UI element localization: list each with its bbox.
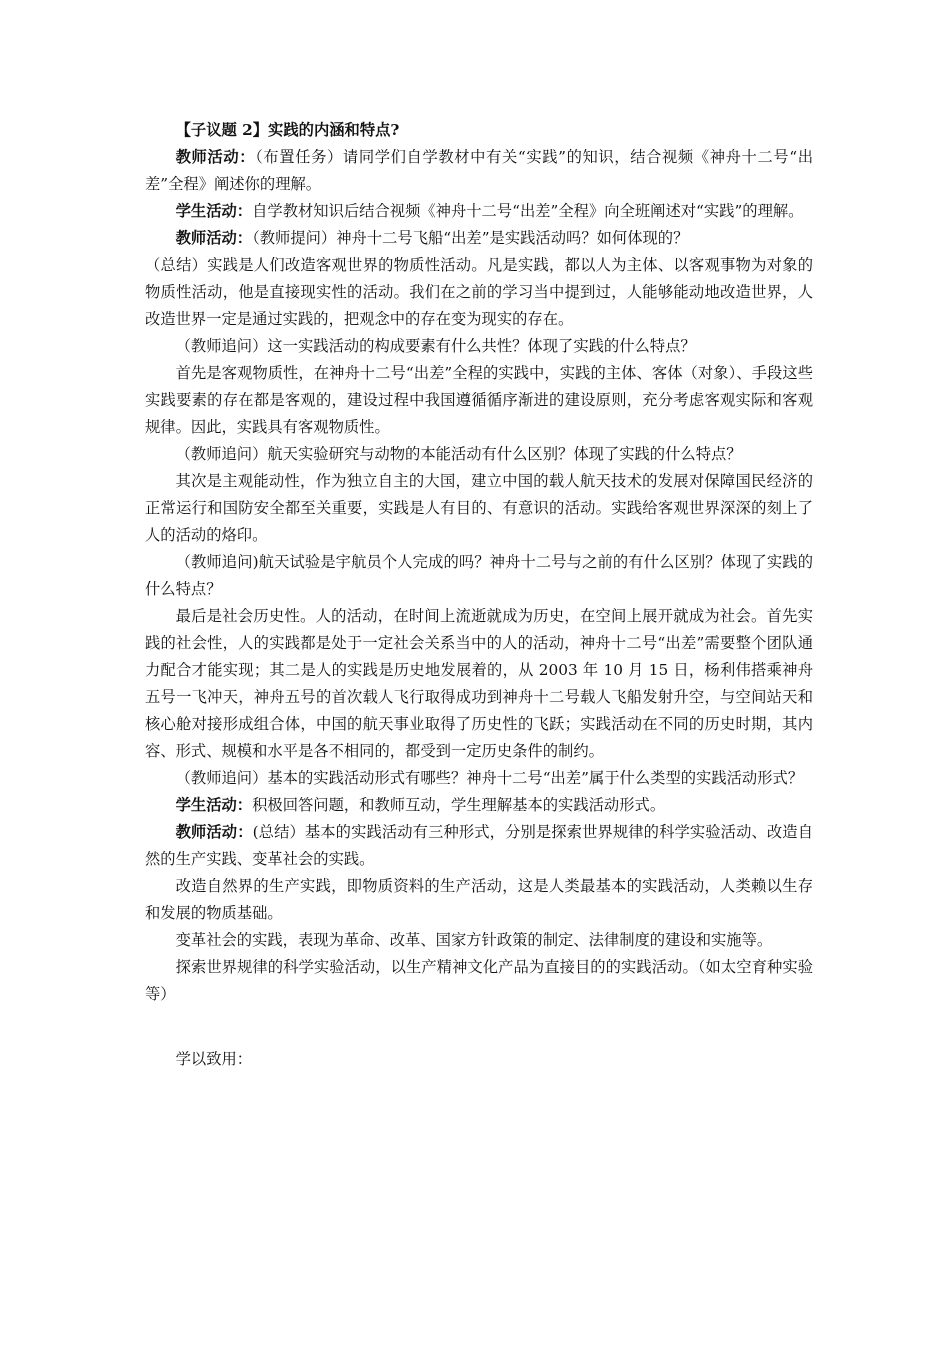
paragraph-text: 最后是社会历史性。人的活动，在时间上流逝就成为历史，在空间上展开就成为社会。首先实践的社会性，人的实践都是处于一定社会关系当中的人的活动，神舟十二号“出差”需要整个团队通力配合才能实现；其二是人的实践是历史地发展着的，从 2003 年 10 月 15 日，杨利伟搭乘神舟五号一飞冲天，神舟五号的首次载人飞行取得成功到神舟十二号载人飞船发射升空，与空间站天和核心舱对接形成组合体，中国的航天事业取得了历史性的飞跃；实践活动在不同的历史时期，其内容、形式、规模和水平是各不相同的，都受到一定历史条件的制约。: [145, 607, 813, 760]
paragraph-list: [145, 144, 813, 1008]
paragraph-text: 改造自然界的生产实践，即物质资料的生产活动，这是人类最基本的实践活动，人类赖以生存和发展的物质基础。: [145, 877, 813, 922]
activity-label: 教师活动：: [175, 823, 253, 841]
paragraph: [145, 792, 813, 819]
paragraph-text: 变革社会的实践，表现为革命、改革、国家方针政策的制定、法律制度的建设和实施等。: [175, 931, 773, 949]
paragraph: [145, 603, 813, 765]
paragraph: [145, 549, 813, 603]
paragraph-text: （教师追问）这一实践活动的构成要素有什么共性？体现了实践的什么特点？: [175, 337, 696, 355]
paragraph: [145, 765, 813, 792]
paragraph-text: （教师追问)航天试验是宇航员个人完成的吗？神舟十二号与之前的有什么区别？体现了实践的什么特点？: [145, 553, 813, 598]
paragraph-text: （教师追问）航天实验研究与动物的本能活动有什么区别？体现了实践的什么特点？: [175, 445, 742, 463]
activity-label: 学生活动：: [175, 796, 253, 814]
paragraph: [145, 333, 813, 360]
paragraph: [145, 468, 813, 549]
paragraph-text: (总结）基本的实践活动有三种形式，分别是探索世界规律的科学实验活动、改造自然的生产实践、变革社会的实践。: [145, 823, 813, 868]
paragraph-text: 积极回答问题，和教师互动，学生理解基本的实践活动形式。: [252, 796, 666, 814]
paragraph: [145, 954, 813, 1008]
paragraph: [145, 360, 813, 441]
paragraph: [145, 873, 813, 927]
paragraph-text: 首先是客观物质性，在神舟十二号“出差”全程的实践中，实践的主体、客体（对象）、手段这些实践要素的存在都是客观的，建设过程中我国遵循循序渐进的建设原则，充分考虑客观实际和客观规律。因此，实践具有客观物质性。: [145, 364, 813, 436]
paragraph-text: （教师追问）基本的实践活动形式有哪些？神舟十二号“出差”属于什么类型的实践活动形式？: [175, 769, 804, 787]
paragraph: [145, 252, 813, 333]
subtopic-heading: 【子议题 2】实践的内涵和特点?: [175, 121, 400, 139]
paragraph-text: （总结）实践是人们改造客观世界的物质性活动。凡是实践，都以人为主体、以客观事物为对象的物质性活动，他是直接现实性的活动。我们在之前的学习当中提到过，人能够能动地改造世界，人改造世界一定是通过实践的，把观念中的存在变为现实的存在。: [145, 256, 813, 328]
closing-line: 学以致用：: [175, 1050, 253, 1068]
activity-label: 教师活动：: [175, 148, 256, 166]
paragraph: [145, 144, 813, 198]
activity-label: 学生活动：: [175, 202, 253, 220]
paragraph-text: 自学教材知识后结合视频《神舟十二号“出差”全程》向全班阐述对“实践”的理解。: [252, 202, 804, 220]
paragraph: [145, 225, 813, 252]
paragraph: [145, 927, 813, 954]
paragraph-text: （布置任务）请同学们自学教材中有关“实践”的知识，结合视频《神舟十二号“出差”全程》阐述你的理解。: [145, 148, 813, 193]
paragraph-text: （教师提问）神舟十二号飞船“出差”是实践活动吗？如何体现的？: [252, 229, 689, 247]
paragraph: [145, 198, 813, 225]
paragraph: [145, 441, 813, 468]
paragraph-text: 其次是主观能动性，作为独立自主的大国，建立中国的载人航天技术的发展对保障国民经济的正常运行和国防安全都至关重要，实践是人有目的、有意识的活动。实践给客观世界深深的刻上了人的活动的烙印。: [145, 472, 813, 544]
activity-label: 教师活动：: [175, 229, 253, 247]
paragraph: [145, 819, 813, 873]
paragraph-text: 探索世界规律的科学实验活动，以生产精神文化产品为直接目的的实践活动。（如太空育种实验等）: [145, 958, 813, 1003]
document-page: [145, 117, 813, 1073]
spacer: [145, 1008, 813, 1046]
